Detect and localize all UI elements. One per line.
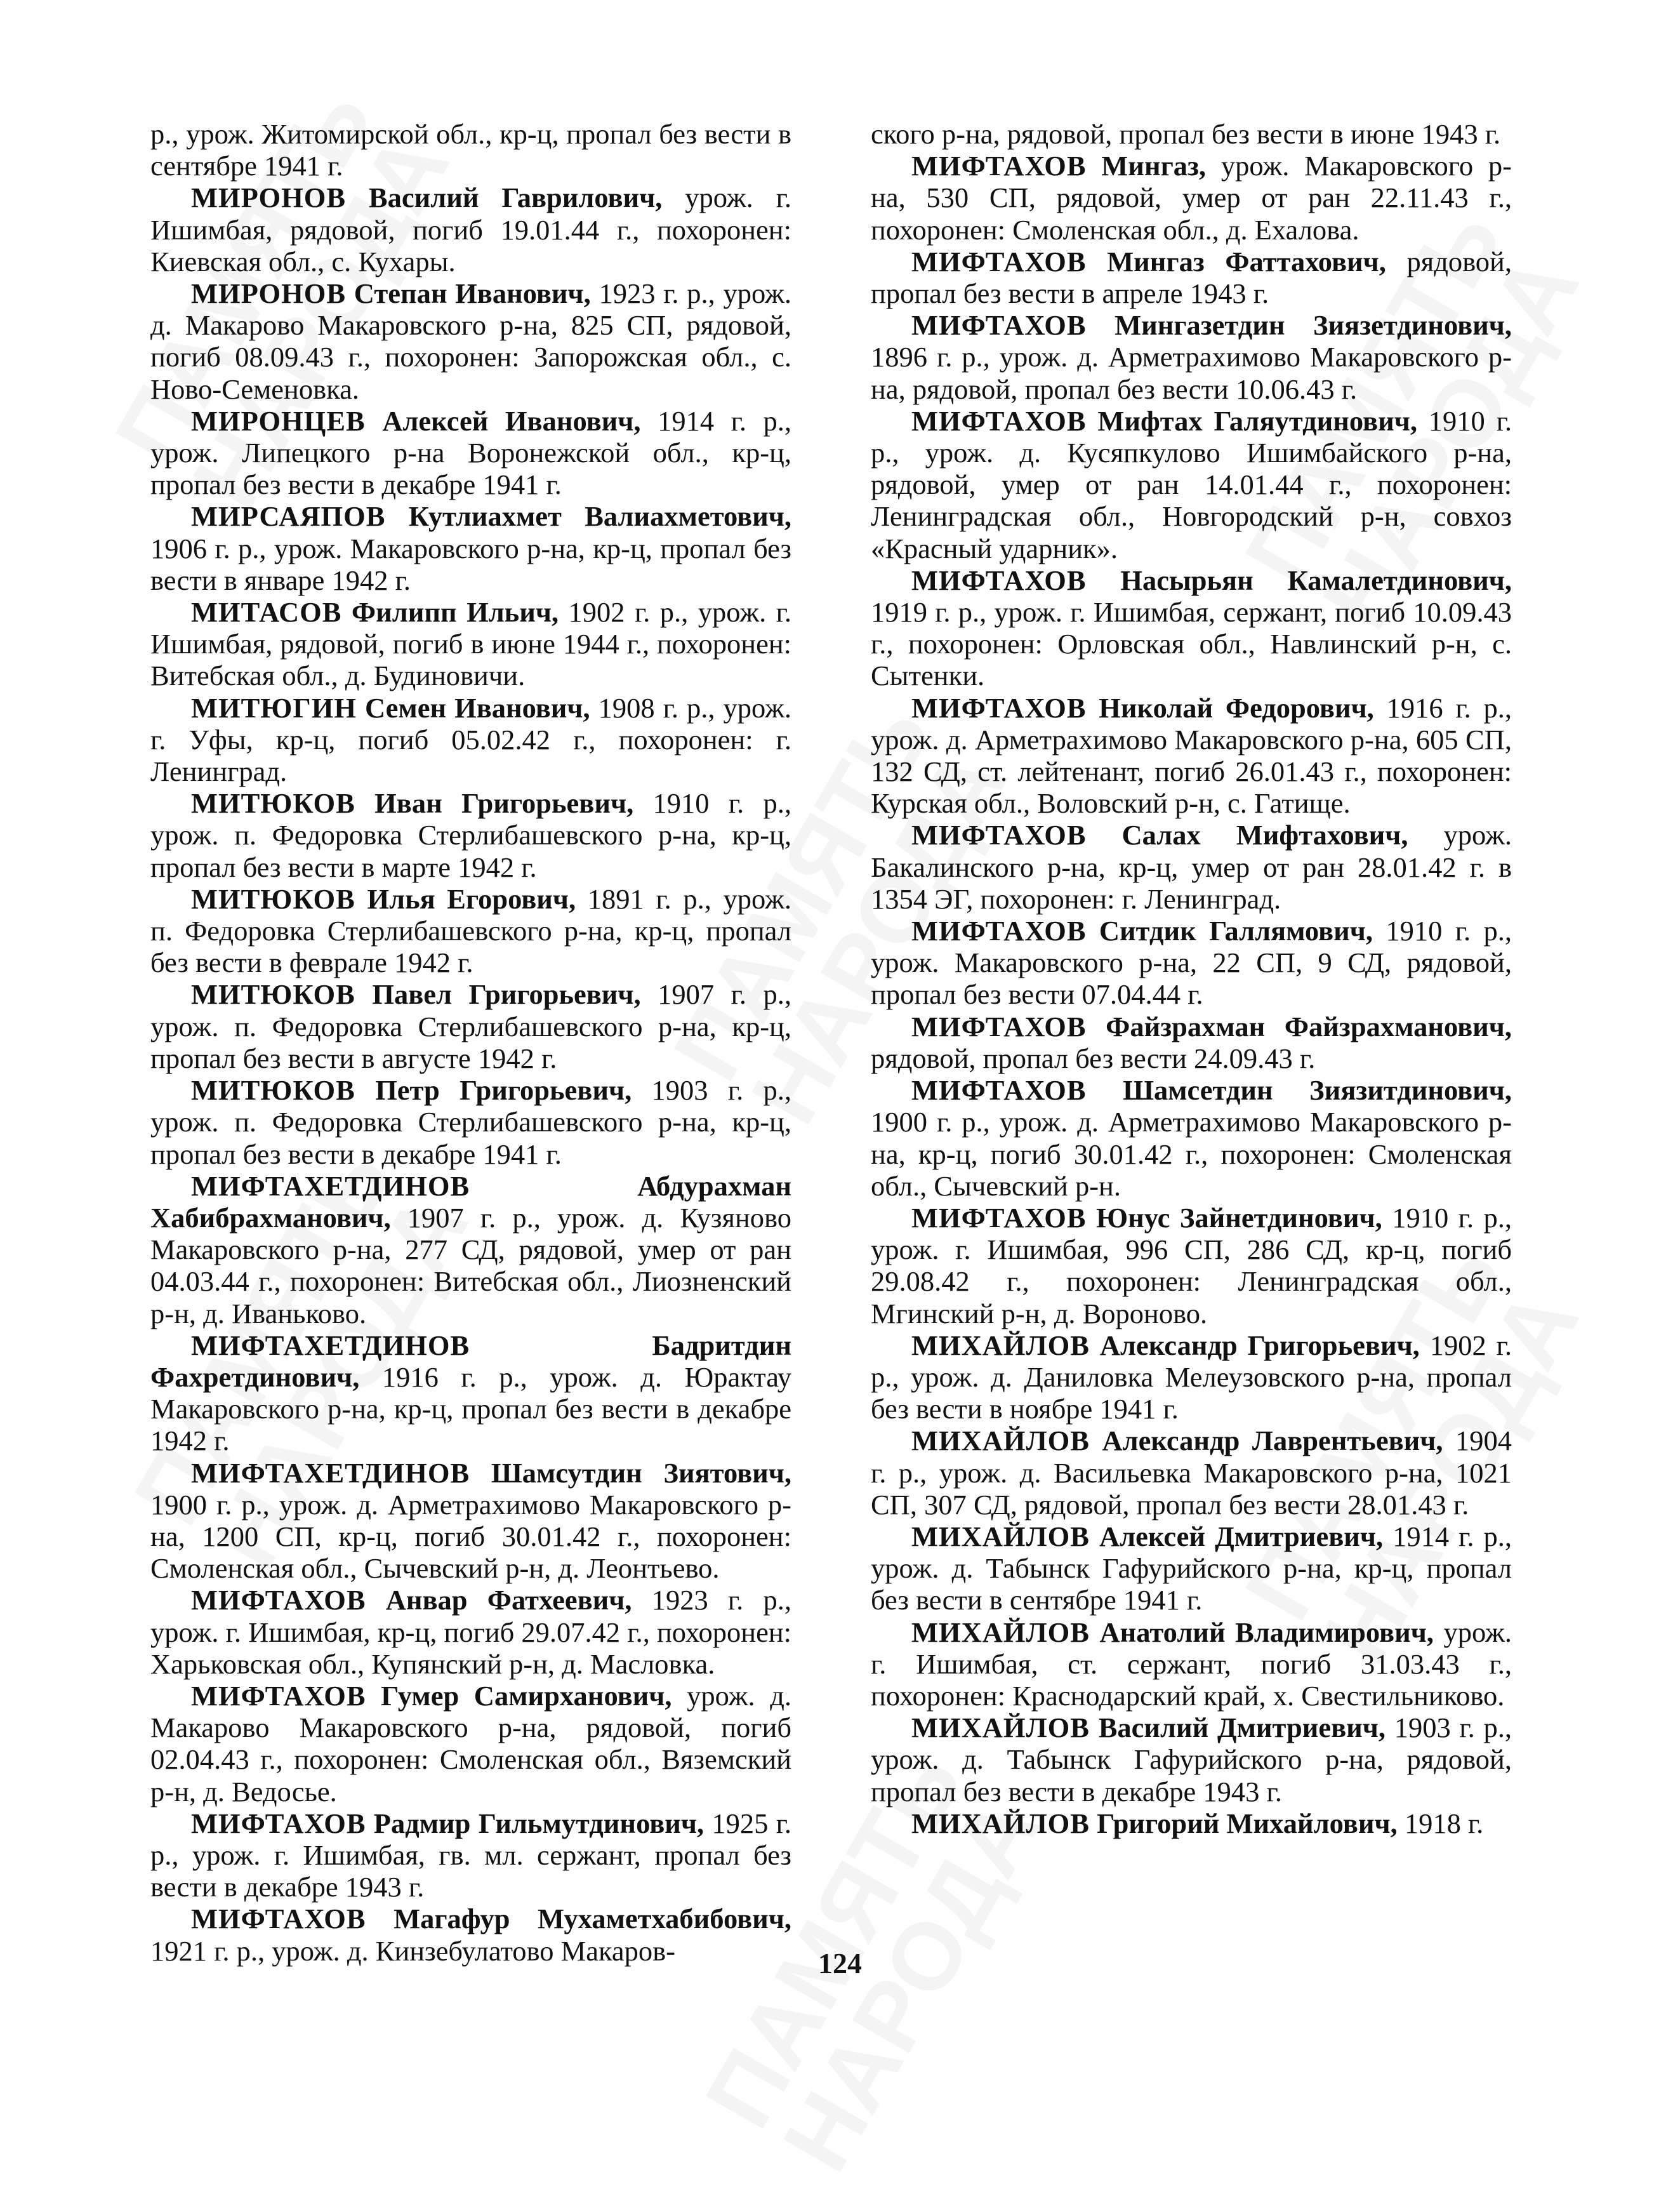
entry-surname: МИТАСОВ <box>191 596 342 629</box>
entry <box>871 1520 1512 1616</box>
entry-details: 1910 г. р., урож. д. Кусяпкулово Ишимбайского р-на, рядовой, умер от ран 14.01.44 г., похоронен: Ленинградская обл., Новгородский р-н, совхоз «Красный ударник». <box>871 404 1512 564</box>
entry-surname: МИФТАХОВ <box>191 1807 366 1839</box>
entry-details: урож. г. Ишимбая, ст. сержант, погиб 31.03.43 г., похоронен: Краснодарский край, х. Свестильниково. <box>871 1616 1512 1712</box>
entry-details: 1907 г. р., урож. п. Федоровка Стерлибашевского р-на, кр-ц, пропал без вести в августе 1942 г. <box>150 978 792 1074</box>
entry-given-names: Семен Иванович, <box>364 691 590 724</box>
entry-details: 1903 г. р., урож. п. Федоровка Стерлибашевского р-на, кр-ц, пропал без вести в декабре 1941 г. <box>150 1074 792 1170</box>
entry <box>150 787 791 883</box>
entry-details: ского р-на, рядовой, пропал без вести в июне 1943 г. <box>871 118 1501 150</box>
entry-details: урож. Бакалинского р-на, кр-ц, умер от ран 28.01.42 г. в 1354 ЭГ, похоронен: г. Ленинград. <box>871 819 1512 915</box>
entry-surname: МИРОНОВ <box>191 182 347 214</box>
entry <box>150 978 791 1074</box>
entry-surname: МИФТАХОВ <box>911 564 1087 596</box>
entry-details: 1910 г. р., урож. г. Ишимбая, 996 СП, 286 СД, кр-ц, погиб 29.08.42 г., похоронен: Ленинградская обл., Мгинский р-н, д. Вороново. <box>871 1201 1512 1329</box>
entry-details: 1900 г. р., урож. д. Арметрахимово Макаровского р-на, кр-ц, погиб 30.01.42 г., похоронен: Смоленская обл., Сычевский р-н. <box>871 1106 1512 1202</box>
entry-surname: МИФТАХОВ <box>911 915 1087 947</box>
entry <box>871 246 1512 309</box>
entry-details: 1904 г. р., урож. д. Васильевка Макаровского р-на, 1021 СП, 307 СД, рядовой, пропал без вести 28.01.43 г. <box>871 1425 1512 1520</box>
entry-surname: МИТЮКОВ <box>191 1074 355 1107</box>
entry-given-names: Салах Мифтахович, <box>1121 819 1408 851</box>
entry-surname: МИФТАХОВ <box>911 404 1087 437</box>
entry-given-names: Александр Григорьевич, <box>1099 1329 1420 1361</box>
entry <box>871 564 1512 692</box>
entry-details: 1923 г. р., урож. д. Макарово Макаровского р-на, 825 СП, рядовой, погиб 08.09.43 г., похоронен: Запорожская обл., с. Ново-Семеновка. <box>150 277 792 405</box>
right-column <box>871 118 1512 1839</box>
entry-surname: МИФТАХОВ <box>191 1584 366 1616</box>
entry-given-names: Шамсетдин Зиязитдинович, <box>1123 1074 1512 1107</box>
entry-details: 1900 г. р., урож. д. Арметрахимово Макаровского р-на, 1200 СП, кр-ц, погиб 30.01.42 г., похоронен: Смоленская обл., Сычевский р-н, д. Леонтьево. <box>150 1488 791 1585</box>
entry <box>150 277 791 405</box>
entry <box>150 883 791 979</box>
entry-surname: МИФТАХОВ <box>911 1201 1087 1234</box>
entry-given-names: Александр Лаврентьевич, <box>1102 1425 1443 1457</box>
entry-surname: МИХАЙЛОВ <box>911 1807 1090 1839</box>
entry-details: 1907 г. р., урож. д. Кузяново Макаровского р-на, 277 СД, рядовой, умер от ран 04.03.44 г., похоронен: Витебская обл., Лиозненский р-н, д. Иваньково. <box>150 1201 791 1329</box>
entry-given-names: Магафур Мухаметхабибович, <box>394 1903 792 1935</box>
entry-details: 1921 г. р., урож. д. Кинзебулатово Макаров- <box>150 1934 675 1967</box>
entry-given-names: Василий Гаврилович, <box>368 182 663 214</box>
entry <box>150 182 791 277</box>
entry <box>150 1680 791 1807</box>
entry-given-names: Насырьян Камалетдинович, <box>1120 564 1512 596</box>
entry-given-names: Абдурахман Хабибрахманович, <box>150 1169 791 1234</box>
entry-surname: МИФТАХЕТДИНОВ <box>191 1329 470 1361</box>
entry-given-names: Анатолий Владимирович, <box>1099 1616 1434 1648</box>
entry-details: 1910 г. р., урож. Макаровского р-на, 22 СП, 9 СД, рядовой, пропал без вести 07.04.44 г. <box>871 915 1512 1011</box>
entry <box>150 500 791 596</box>
entry <box>150 596 791 692</box>
entry <box>871 405 1512 564</box>
entry-surname: МИТЮКОВ <box>191 882 355 915</box>
entry-given-names: Мингаз Фаттахович, <box>1107 245 1386 277</box>
entry-given-names: Ситдик Галлямович, <box>1099 915 1373 947</box>
entry-given-names: Василий Дмитриевич, <box>1098 1712 1386 1744</box>
entry-surname: МИТЮКОВ <box>191 978 355 1011</box>
entry-surname: МИФТАХОВ <box>911 309 1087 342</box>
entry-surname: МИФТАХОВ <box>191 1679 366 1712</box>
entry <box>150 405 791 501</box>
entry-surname: МИХАЙЛОВ <box>911 1329 1090 1361</box>
entry-details: 1910 г. р., урож. п. Федоровка Стерлибашевского р-на, кр-ц, пропал без вести в марте 1942 г. <box>150 787 791 883</box>
entry <box>871 1074 1512 1202</box>
entry-details: рядовой, пропал без вести 24.09.43 г. <box>871 1042 1316 1074</box>
entry <box>871 150 1512 246</box>
entry-given-names: Бадритдин Фахретдинович, <box>150 1329 791 1393</box>
entry-given-names: Степан Иванович, <box>354 277 591 310</box>
entry-details: 1919 г. р., урож. г. Ишимбая, сержант, погиб 10.09.43 г., похоронен: Орловская обл., Навлинский р-н, с. Сытенки. <box>871 596 1512 692</box>
entry <box>871 1712 1512 1807</box>
entry <box>871 1011 1512 1074</box>
entry-details: урож. г. Ишимбая, рядовой, погиб 19.01.44 г., похоронен: Киевская обл., с. Кухары. <box>150 182 792 277</box>
entry-given-names: Петр Григорьевич, <box>375 1074 632 1107</box>
entry-details: 1925 г. р., урож. г. Ишимбая, гв. мл. сержант, пропал без вести в декабре 1943 г. <box>150 1807 792 1903</box>
entry-surname: МИТЮКОВ <box>191 787 355 820</box>
entry-surname: МИРОНОВ <box>191 277 347 310</box>
entry-given-names: Мингазетдин Зиязетдинович, <box>1114 309 1512 342</box>
entry <box>150 1074 791 1170</box>
entry-given-names: Юнус Зайнетдинович, <box>1095 1201 1382 1234</box>
entry-details: рядовой, пропал без вести в апреле 1943 г. <box>871 245 1512 310</box>
entry <box>871 1807 1512 1839</box>
entry <box>150 1170 791 1329</box>
page-number: 124 <box>818 1947 862 1979</box>
entry <box>150 692 791 788</box>
entry <box>871 915 1512 1011</box>
entry-given-names: Анвар Фатхеевич, <box>385 1584 632 1616</box>
entry-surname: МИХАЙЛОВ <box>911 1425 1090 1457</box>
entry-given-names: Павел Григорьевич, <box>372 978 641 1011</box>
entry-details: 1914 г. р., урож. д. Табынск Гафурийского р-на, кр-ц, пропал без вести в сентябре 1941 г. <box>871 1520 1512 1616</box>
entry-surname: МИРОНЦЕВ <box>191 404 366 437</box>
entry-surname: МИФТАХОВ <box>911 691 1087 724</box>
entry <box>871 1329 1512 1425</box>
entry <box>150 1329 791 1457</box>
entry-details: 1903 г. р., урож. д. Табынск Гафурийского р-на, рядовой, пропал без вести в декабре 1943 г. <box>871 1712 1512 1807</box>
entry-given-names: Файзрахман Файзрахманович, <box>1106 1010 1512 1042</box>
left-column <box>150 118 791 1967</box>
entry-surname: МИХАЙЛОВ <box>911 1616 1090 1648</box>
entry-surname: МИФТАХОВ <box>911 1010 1087 1042</box>
entry-details: 1906 г. р., урож. Макаровского р-на, кр-ц, пропал без вести в январе 1942 г. <box>150 532 791 596</box>
entry-surname: МИРСАЯПОВ <box>191 500 386 533</box>
entry-continuation <box>871 118 1512 150</box>
entry-given-names: Алексей Иванович, <box>382 404 641 437</box>
entry <box>871 309 1512 405</box>
entry-details: 1902 г. р., урож. г. Ишимбая, рядовой, погиб в июне 1944 г., похоронен: Витебская обл., д. Будиновичи. <box>150 596 792 692</box>
entry-given-names: Мифтах Галяутдинович, <box>1097 404 1417 437</box>
entry <box>871 1616 1512 1712</box>
entry <box>150 1457 791 1585</box>
entry <box>871 1202 1512 1329</box>
entry <box>150 1807 791 1903</box>
entry-given-names: Николай Федорович, <box>1099 691 1374 724</box>
entry-details: 1908 г. р., урож. г. Уфы, кр-ц, погиб 05.02.42 г., похоронен: г. Ленинград. <box>150 691 792 788</box>
entry-surname: МИФТАХОВ <box>911 1074 1087 1107</box>
entry-given-names: Гумер Самирханович, <box>381 1679 672 1712</box>
entry-given-names: Шамсутдин Зиятович, <box>491 1456 791 1489</box>
entry-details: 1918 г. <box>1397 1807 1484 1839</box>
entry-surname: МИФТАХОВ <box>911 819 1087 851</box>
entry-details: 1902 г. р., урож. д. Даниловка Мелеузовского р-на, пропал без вести в ноябре 1941 г. <box>871 1329 1512 1425</box>
entry-given-names: Алексей Дмитриевич, <box>1099 1520 1384 1552</box>
entry-details: урож. Макаровского р-на, 530 СП, рядовой, умер от ран 22.11.43 г., похоронен: Смоленская обл., д. Ехалова. <box>871 150 1512 246</box>
entry-details: 1914 г. р., урож. Липецкого р-на Воронежской обл., кр-ц, пропал без вести в декабре 1941 г. <box>150 404 792 501</box>
entry-given-names: Григорий Михайлович, <box>1097 1807 1398 1839</box>
entry-surname: МИТЮГИН <box>191 691 357 724</box>
entry-surname: МИФТАХЕТДИНОВ <box>191 1169 470 1202</box>
entry-details: 1916 г. р., урож. д. Арметрахимово Макаровского р-на, 605 СП, 132 СД, ст. лейтенант, погиб 26.01.43 г., похоронен: Курская обл., Воловский р-н, с. Гатище. <box>871 691 1512 820</box>
entry-details: 1896 г. р., урож. д. Арметрахимово Макаровского р-на, рядовой, пропал без вести 10.06.43 г. <box>871 341 1512 405</box>
entry-details: 1923 г. р., урож. г. Ишимбая, кр-ц, погиб 29.07.42 г., похоронен: Харьковская обл., Купянский р-н, д. Масловка. <box>150 1584 792 1680</box>
entry <box>871 1425 1512 1520</box>
entry-surname: МИФТАХОВ <box>911 245 1087 277</box>
entry-surname: МИХАЙЛОВ <box>911 1520 1090 1552</box>
entry-details: 1916 г. р., урож. д. Юрактау Макаровского р-на, кр-ц, пропал без вести в декабре 1942 г. <box>150 1361 791 1457</box>
entry-details: урож. д. Макарово Макаровского р-на, рядовой, погиб 02.04.43 г., похоронен: Смоленская обл., Вяземский р-н, д. Ведосье. <box>150 1679 791 1807</box>
entry-given-names: Мингаз, <box>1101 150 1207 182</box>
entry-given-names: Илья Егорович, <box>367 882 576 915</box>
entry-given-names: Филипп Ильич, <box>351 596 559 629</box>
entry <box>150 1584 791 1680</box>
entry-surname: МИФТАХОВ <box>911 150 1087 182</box>
entry-surname: МИФТАХОВ <box>191 1903 366 1935</box>
entry <box>871 819 1512 915</box>
entry-continuation <box>150 118 791 182</box>
entry-given-names: Радмир Гильмутдинович, <box>373 1807 704 1839</box>
entry-details: р., урож. Житомирской обл., кр-ц, пропал без вести в сентябре 1941 г. <box>150 118 791 182</box>
entry-surname: МИХАЙЛОВ <box>911 1712 1090 1744</box>
entry-surname: МИФТАХЕТДИНОВ <box>191 1456 470 1489</box>
entry <box>871 692 1512 820</box>
entry-given-names: Кутлиахмет Валиахметович, <box>408 500 791 533</box>
entry-details: 1891 г. р., урож. п. Федоровка Стерлибашевского р-на, кр-ц, пропал без вести в феврале 1942 г. <box>150 882 791 979</box>
entry-given-names: Иван Григорьевич, <box>374 787 634 820</box>
